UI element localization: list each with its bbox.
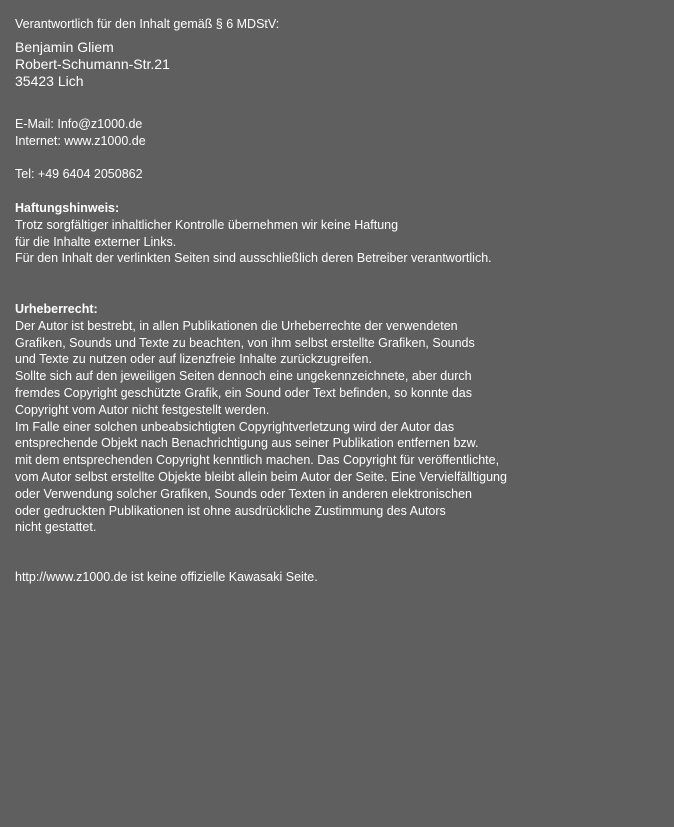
copyright-line: mit dem entsprechenden Copyright kenntlich machen. Das Copyright für veröffentlichte, bbox=[15, 453, 500, 468]
liability-heading: Haftungshinweis: bbox=[15, 201, 120, 215]
liability-line: Trotz sorgfältiger inhaltlicher Kontrolle übernehmen wir keine Haftung bbox=[15, 217, 399, 232]
copyright-line: Der Autor ist bestrebt, in allen Publikationen die Urheberrechte der verwendeten bbox=[15, 318, 458, 333]
responsible-label: Verantwortlich für den Inhalt gemäß § 6 MDStV: bbox=[15, 17, 280, 31]
email-line: E-Mail: Info@z1000.de bbox=[15, 117, 143, 131]
copyright-line: vom Autor selbst erstellte Objekte bleibt allein beim Autor der Seite. Eine Vervielfälltigung bbox=[15, 469, 507, 484]
liability-section bbox=[15, 200, 492, 267]
copyright-line: fremdes Copyright geschützte Grafik, ein Sound oder Text befinden, so konnte das bbox=[15, 385, 472, 400]
copyright-line: oder Verwendung solcher Grafiken, Sounds oder Texten in anderen elektronischen bbox=[15, 486, 473, 501]
contact-block bbox=[15, 116, 146, 150]
copyright-heading: Urheberrecht: bbox=[15, 302, 98, 316]
phone-line: Tel: +49 6404 2050862 bbox=[15, 167, 143, 181]
owner-name: Benjamin Gliem bbox=[15, 39, 114, 55]
liability-line: für die Inhalte externer Links. bbox=[15, 234, 177, 249]
copyright-section bbox=[15, 301, 507, 536]
address-block bbox=[15, 39, 170, 90]
copyright-line: oder gedruckten Publikationen ist ohne ausdrückliche Zustimmung des Autors bbox=[15, 503, 446, 518]
copyright-line: Sollte sich auf den jeweiligen Seiten dennoch eine ungekennzeichnete, aber durch bbox=[15, 369, 472, 384]
city-address: 35423 Lich bbox=[15, 73, 84, 89]
copyright-line: und Texte zu nutzen oder auf lizenzfreie Inhalte zurückzugreifen. bbox=[15, 352, 372, 367]
copyright-line: Im Falle einer solchen unbeabsichtigten Copyrightverletzung wird der Autor das bbox=[15, 419, 455, 434]
copyright-line: Copyright vom Autor nicht festgestellt werden. bbox=[15, 402, 270, 417]
website-link[interactable]: www.z1000.de bbox=[64, 133, 146, 148]
internet-line: Internet: www.z1000.de bbox=[15, 133, 146, 148]
copyright-line: Grafiken, Sounds und Texte zu beachten, von ihm selbst erstellte Grafiken, Sounds bbox=[15, 335, 475, 350]
email-link[interactable]: Info@z1000.de bbox=[57, 117, 143, 131]
liability-line: Für den Inhalt der verlinkten Seiten sind ausschließlich deren Betreiber verantwortlich. bbox=[15, 251, 492, 266]
disclaimer-line: http://www.z1000.de ist keine offizielle Kawasaki Seite. bbox=[15, 570, 318, 584]
copyright-line: nicht gestattet. bbox=[15, 520, 97, 535]
copyright-line: entsprechende Objekt nach Benachrichtigung aus seiner Publikation entfernen bzw. bbox=[15, 436, 479, 451]
street-address: Robert-Schumann-Str.21 bbox=[15, 56, 170, 72]
